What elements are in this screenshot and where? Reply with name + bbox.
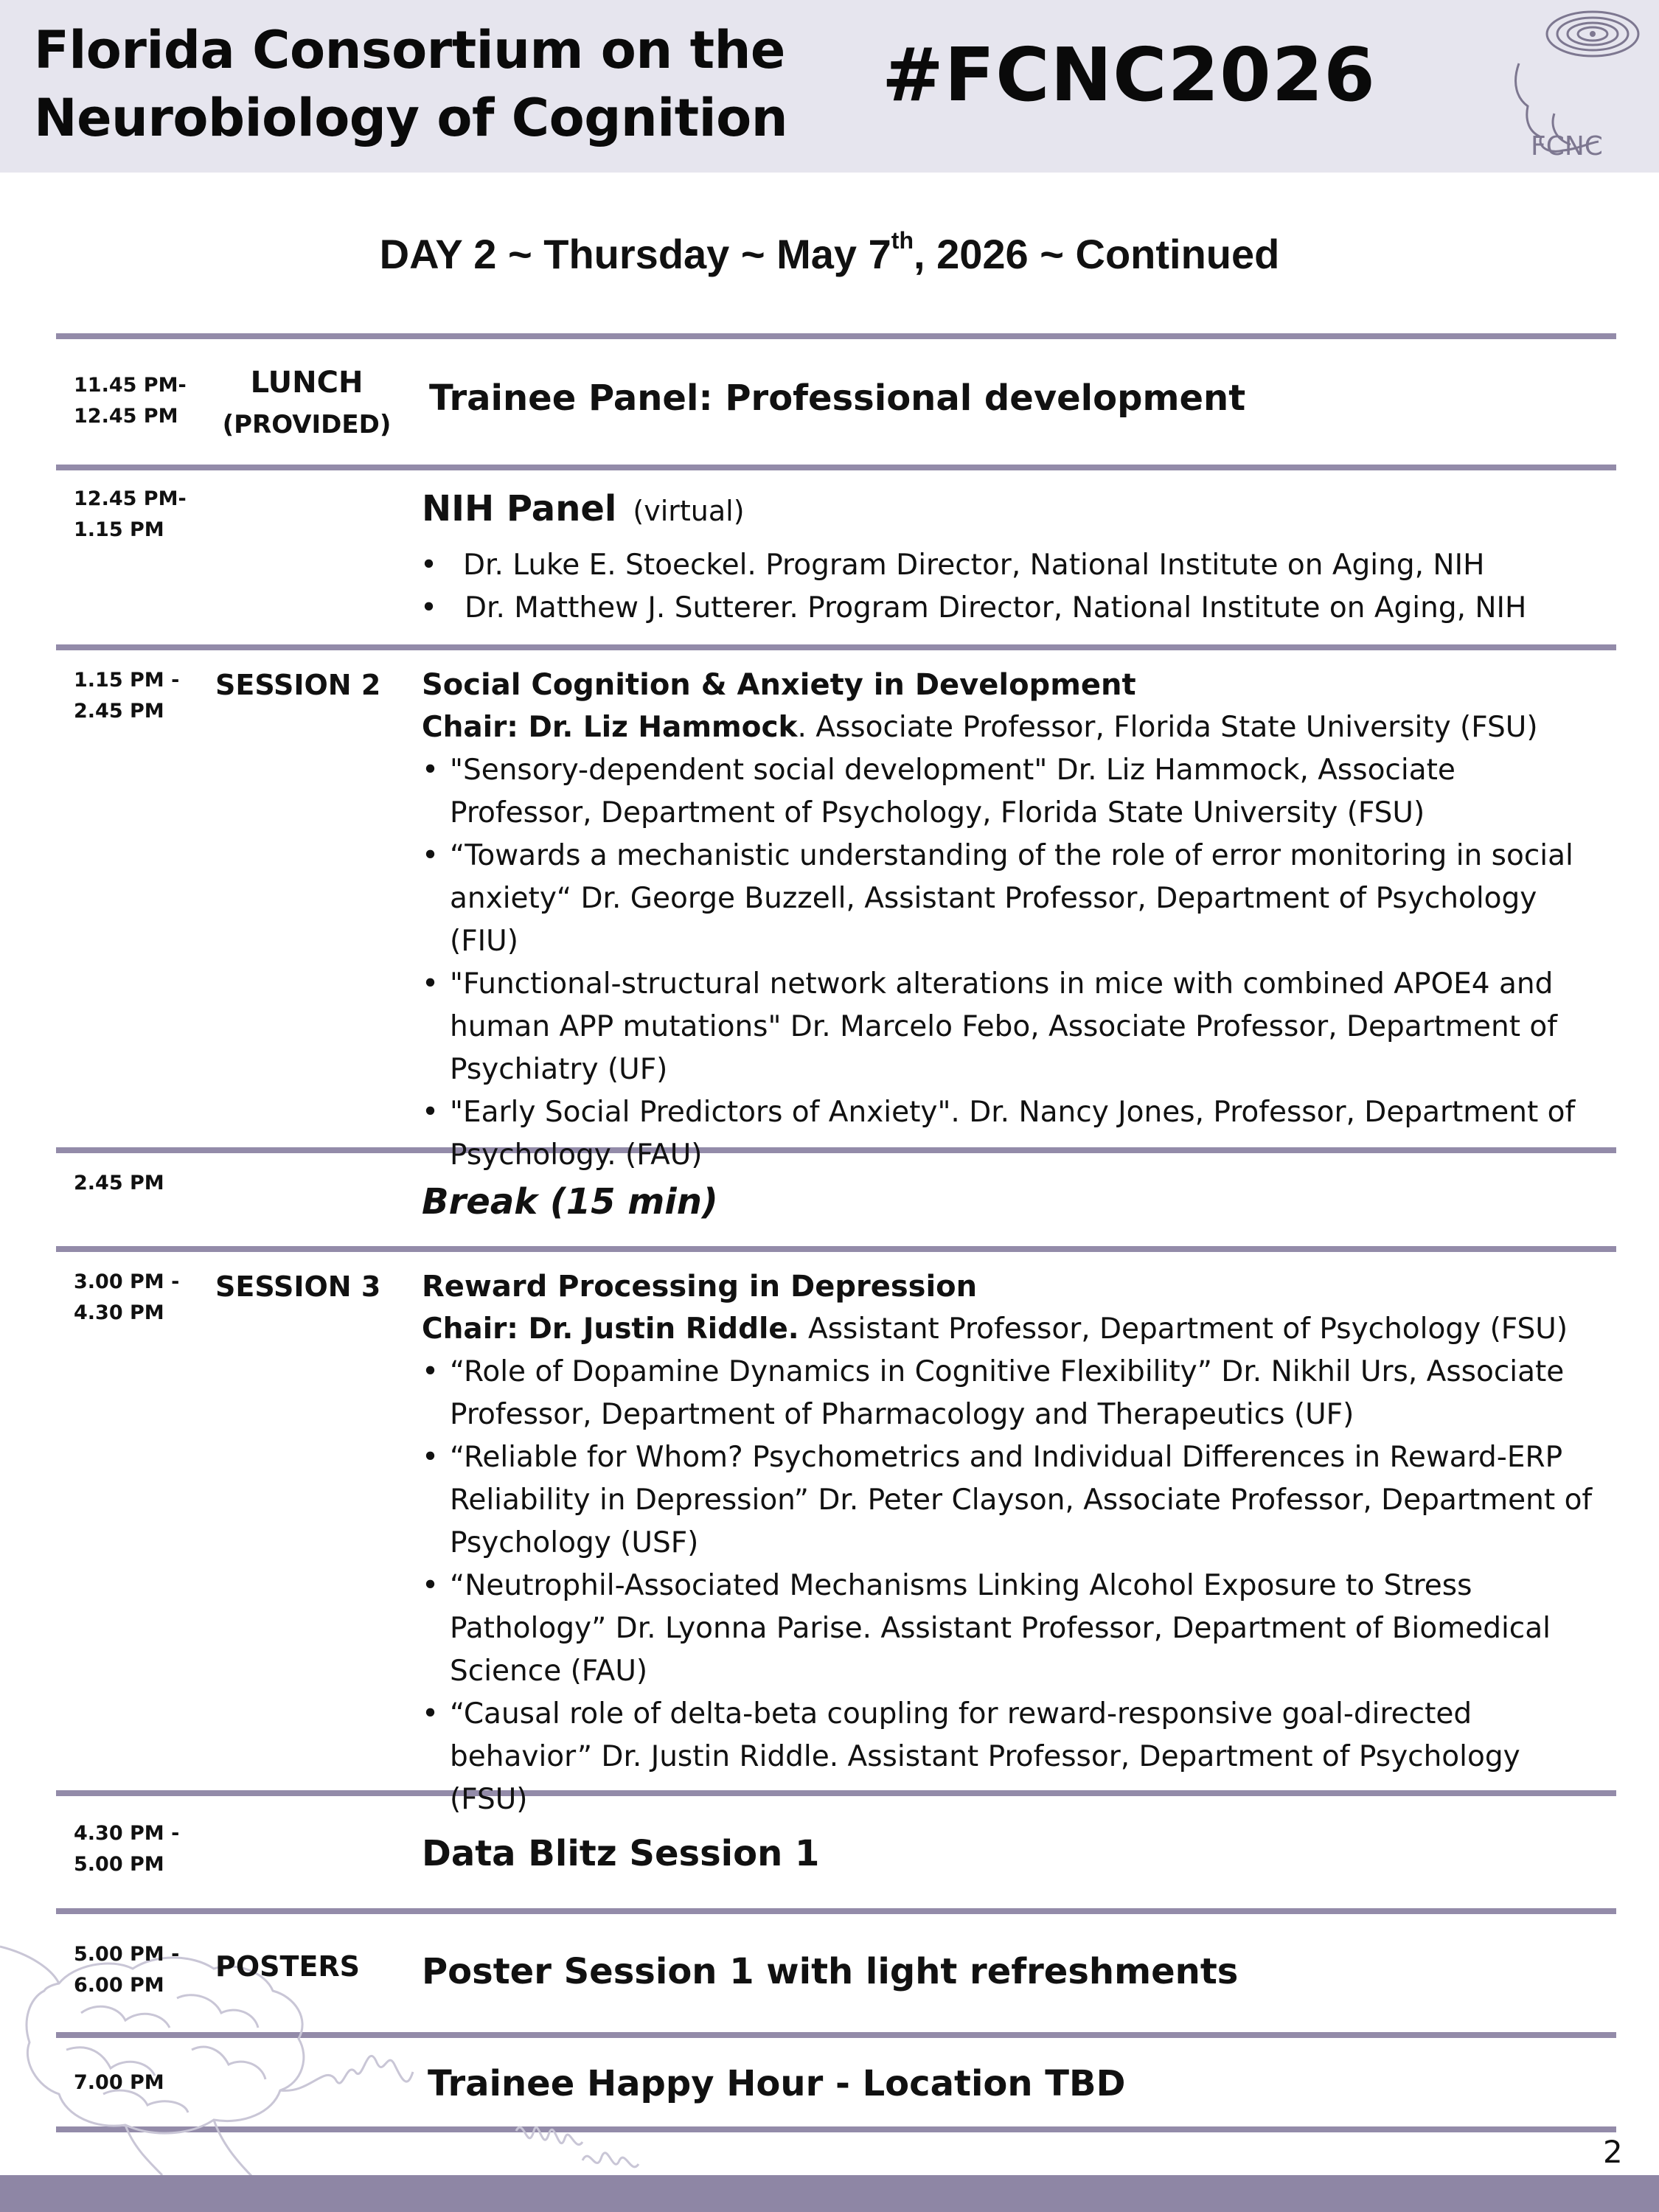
session-chair <box>422 1308 1601 1351</box>
day-heading-suffix: , 2026 ~ Continued <box>913 231 1280 277</box>
chair-name: Chair: Dr. Liz Hammock <box>422 711 798 744</box>
row-label-sub: (PROVIDED) <box>222 410 392 439</box>
row-title: Break (15 min) <box>422 1181 718 1222</box>
session-3-content <box>422 1265 1601 1821</box>
list-item: • “Towards a mechanistic understanding of the role of error monitoring in social anxiety“ Dr. George Buzzell, Assistant Professor, Department of Psychology (FIU) <box>422 835 1601 963</box>
row-title: Poster Session 1 with light refreshments <box>422 1951 1239 1992</box>
org-title-line1: Florida Consortium on the <box>34 20 785 80</box>
footer-bar <box>0 2175 1659 2212</box>
day-heading-prefix: DAY 2 ~ Thursday ~ May 7 <box>379 231 891 277</box>
list-item: • "Early Social Predictors of Anxiety". Dr. Nancy Jones, Professor, Department of Psychology. (FAU) <box>422 1091 1601 1177</box>
row-title <box>422 485 745 535</box>
session-title: Reward Processing in Depression <box>422 1270 978 1304</box>
row-time: 12.45 PM- 1.15 PM <box>74 487 187 541</box>
day-heading <box>0 227 1659 278</box>
row-label: LUNCH <box>250 366 364 400</box>
org-title-line2: Neurobiology of Cognition <box>34 88 788 148</box>
list-item: • "Sensory-dependent social development" Dr. Liz Hammock, Associate Professor, Department of Psychology, Florida State University (FSU) <box>422 749 1601 835</box>
row-title: Data Blitz Session 1 <box>422 1833 820 1874</box>
row-divider <box>56 333 1616 339</box>
row-label: SESSION 3 <box>215 1270 381 1303</box>
list-item: • “Causal role of delta-beta coupling for reward-responsive goal-directed behavior” Dr. Justin Riddle. Assistant Professor, Department of Psychology (FSU) <box>422 1693 1601 1821</box>
row-time: 7.00 PM <box>74 2071 164 2094</box>
row-divider <box>56 644 1616 650</box>
list-item: • “Reliable for Whom? Psychometrics and Individual Differences in Reward-ERP Reliability in Depression” Dr. Peter Clayson, Associate Professor, Department of Psychology (USF) <box>422 1436 1601 1565</box>
row-time: 11.45 PM- 12.45 PM <box>74 374 187 428</box>
row-divider <box>56 465 1616 470</box>
session-2-content <box>422 664 1601 1177</box>
nih-title-sub: (virtual) <box>633 495 745 527</box>
organization-title <box>34 16 830 152</box>
row-divider <box>56 1908 1616 1914</box>
nih-speaker-list <box>420 544 1615 630</box>
row-time: 4.30 PM - 5.00 PM <box>74 1822 180 1876</box>
row-time: 3.00 PM - 4.30 PM <box>74 1270 180 1324</box>
page-number: 2 <box>1603 2134 1623 2170</box>
chair-name: Chair: Dr. Justin Riddle. <box>422 1312 799 1346</box>
row-title: Trainee Happy Hour - Location TBD <box>428 2063 1126 2104</box>
row-time: 1.15 PM - 2.45 PM <box>74 669 180 723</box>
nih-title: NIH Panel <box>422 488 617 529</box>
list-item: • Dr. Matthew J. Sutterer. Program Director, National Institute on Aging, NIH <box>420 587 1615 630</box>
list-item: • “Neutrophil-Associated Mechanisms Linking Alcohol Exposure to Stress Pathology” Dr. Lyonna Parise. Assistant Professor, Department of Biomedical Science (FAU) <box>422 1565 1601 1693</box>
row-time: 2.45 PM <box>74 1172 164 1194</box>
list-item: • Dr. Luke E. Stoeckel. Program Director, National Institute on Aging, NIH <box>420 544 1615 587</box>
fcnc-logo <box>1467 3 1652 170</box>
list-item: • "Functional-structural network alterations in mice with combined APOE4 and human APP mutations" Dr. Marcelo Febo, Associate Professor, Department of Psychiatry (UF) <box>422 963 1601 1091</box>
day-heading-sup: th <box>891 227 914 254</box>
chair-affiliation: . Associate Professor, Florida State University (FSU) <box>797 711 1538 744</box>
row-title: Trainee Panel: Professional development <box>429 378 1246 419</box>
row-label: SESSION 2 <box>215 669 381 701</box>
event-hashtag: #FCNC2026 <box>882 32 1376 118</box>
list-item: • “Role of Dopamine Dynamics in Cognitive Flexibility” Dr. Nikhil Urs, Associate Professor, Department of Pharmacology and Therapeutics (UF) <box>422 1351 1601 1436</box>
row-divider <box>56 1246 1616 1252</box>
row-label: POSTERS <box>215 1950 361 1983</box>
page-header <box>0 0 1659 173</box>
logo-text: FCNC <box>1531 131 1603 161</box>
session-title: Social Cognition & Anxiety in Development <box>422 668 1136 702</box>
session-chair <box>422 706 1601 749</box>
row-time: 5.00 PM - 6.00 PM <box>74 1943 180 1997</box>
chair-affiliation: Assistant Professor, Department of Psychology (FSU) <box>799 1312 1568 1346</box>
